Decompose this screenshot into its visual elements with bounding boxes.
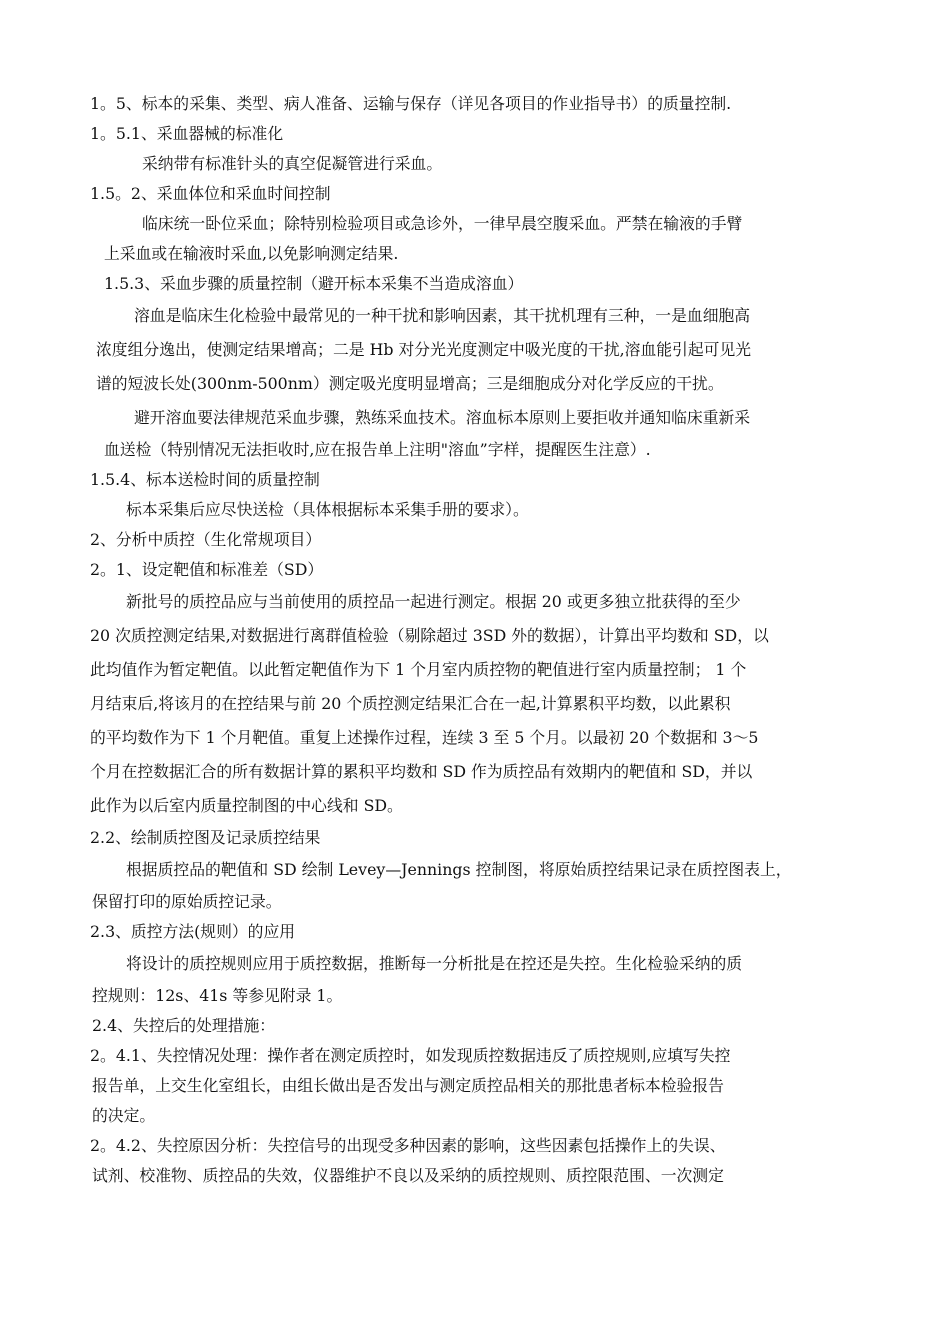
- heading-2-4-2: 2。4.2、失控原因分析：失控信号的出现受多种因素的影响，这些因素包括操作上的失误、: [90, 1136, 726, 1155]
- paragraph-line: 保留打印的原始质控记录。: [92, 892, 282, 911]
- heading-1-5-3: 1.5.3、采血步骤的质量控制（避开标本采集不当造成溶血）: [104, 274, 524, 293]
- heading-2: 2、分析中质控（生化常规项目）: [90, 530, 322, 549]
- heading-1-5-2: 1.5。2、采血体位和采血时间控制: [90, 184, 331, 203]
- heading-2-2: 2.2、绘制质控图及记录质控结果: [90, 828, 321, 847]
- paragraph-line: 避开溶血要法律规范采血步骤，熟练采血技术。溶血标本原则上要拒收并通知临床重新采: [134, 408, 751, 427]
- paragraph-line: 的决定。: [92, 1106, 156, 1125]
- paragraph-line: 浓度组分逸出，使测定结果增高；二是 Hb 对分光光度测定中吸光度的干扰,溶血能引起可见光: [96, 340, 752, 359]
- paragraph-line: 此均值作为暂定靶值。以此暂定靶值作为下 1 个月室内质控物的靶值进行室内质量控制； 1 个: [90, 660, 747, 679]
- paragraph-line: 20 次质控测定结果,对数据进行离群值检验（剔除超过 3SD 外的数据），计算出平均数和 SD，以: [90, 626, 769, 645]
- heading-2-1: 2。1、设定靶值和标准差（SD）: [90, 560, 324, 579]
- paragraph-line: 临床统一卧位采血；除特别检验项目或急诊外，一律早晨空腹采血。严禁在输液的手臂: [142, 214, 743, 233]
- paragraph-line: 溶血是临床生化检验中最常见的一种干扰和影响因素，其干扰机理有三种，一是血细胞高: [134, 306, 751, 325]
- paragraph-line: 报告单，上交生化室组长，由组长做出是否发出与测定质控品相关的那批患者标本检验报告: [92, 1076, 724, 1095]
- paragraph-line: 血送检（特别情况无法拒收时,应在报告单上注明"溶血”字样，提醒医生注意）.: [104, 440, 651, 459]
- paragraph-line: 将设计的质控规则应用于质控数据，推断每一分析批是在控还是失控。生化检验采纳的质: [126, 954, 743, 973]
- paragraph-line: 试剂、校准物、质控品的失效，仪器维护不良以及采纳的质控规则、质控限范围、一次测定: [92, 1166, 724, 1185]
- paragraph-line: 的平均数作为下 1 个月靶值。重复上述操作过程，连续 3 至 5 个月。以最初 20 个数据和 3～5: [90, 728, 759, 747]
- paragraph-line: 个月在控数据汇合的所有数据计算的累积平均数和 SD 作为质控品有效期内的靶值和 SD，并以: [90, 762, 753, 781]
- paragraph-line: 新批号的质控品应与当前使用的质控品一起进行测定。根据 20 或更多独立批获得的至少: [126, 592, 741, 611]
- heading-2-4-1: 2。4.1、失控情况处理：操作者在测定质控时，如发现质控数据违反了质控规则,应填写失控: [90, 1046, 731, 1065]
- paragraph-line: 谱的短波长处(300nm-500nm）测定吸光度明显增高；三是细胞成分对化学反应的干扰。: [96, 374, 724, 393]
- heading-1-5: 1。5、标本的采集、类型、病人准备、运输与保存（详见各项目的作业指导书）的质量控制.: [90, 94, 732, 113]
- heading-2-4: 2.4、失控后的处理措施：: [92, 1016, 276, 1035]
- paragraph-line: 采纳带有标准针头的真空促凝管进行采血。: [142, 154, 443, 173]
- paragraph-line: 根据质控品的靶值和 SD 绘制 Levey—Jennings 控制图，将原始质控结果记录在质控图表上，: [126, 860, 792, 879]
- paragraph-line: 月结束后,将该月的在控结果与前 20 个质控测定结果汇合在一起,计算累积平均数，以此累积: [90, 694, 731, 713]
- paragraph-line: 上采血或在输液时采血,以免影响测定结果.: [104, 244, 399, 263]
- paragraph-line: 控规则：12s、41s 等参见附录 1。: [92, 986, 343, 1005]
- heading-2-3: 2.3、质控方法(规则）的应用: [90, 922, 296, 941]
- heading-1-5-4: 1.5.4、标本送检时间的质量控制: [90, 470, 320, 489]
- heading-1-5-1: 1。5.1、采血器械的标准化: [90, 124, 284, 143]
- paragraph-line: 此作为以后室内质量控制图的中心线和 SD。: [90, 796, 403, 815]
- paragraph-line: 标本采集后应尽快送检（具体根据标本采集手册的要求）。: [126, 500, 529, 519]
